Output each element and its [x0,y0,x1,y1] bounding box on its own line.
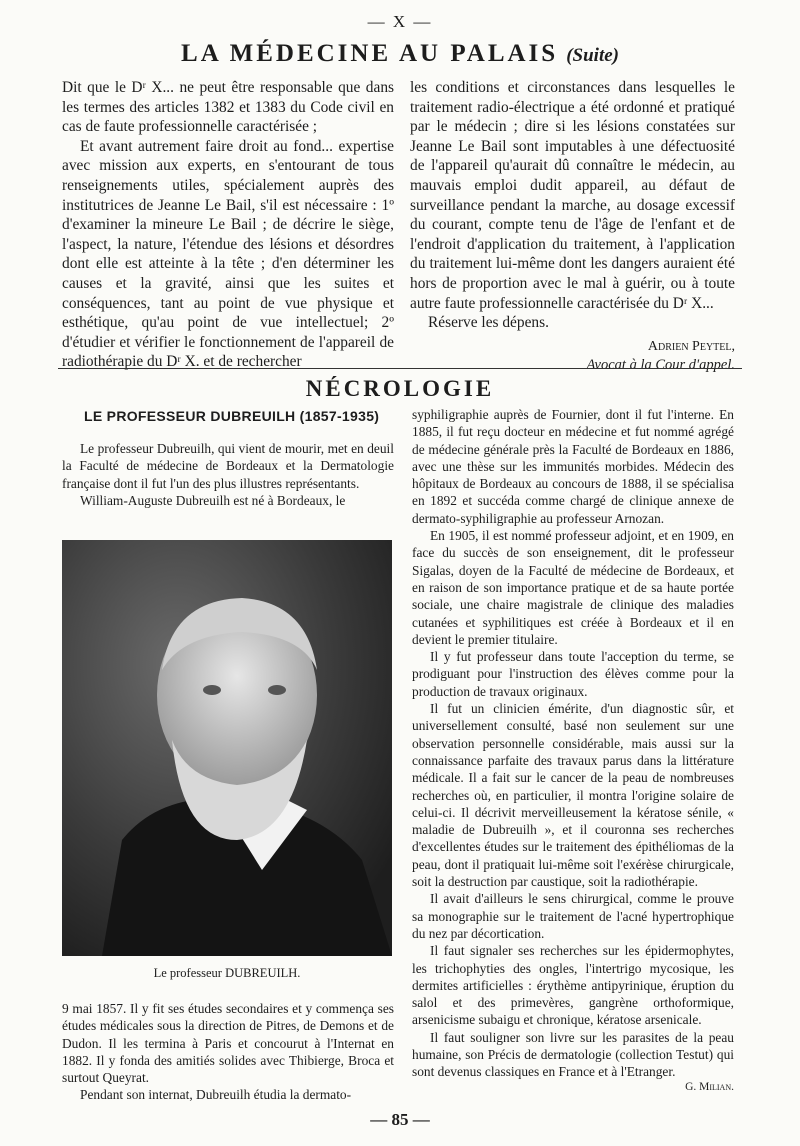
paragraph: Et avant autrement faire droit au fond... expertise avec mission aux experts, en s'entourant de tous renseignements utiles, spécialement auprès des institutrices de Jeanne Le Bail, s'il est nécessaire : 1º d'examiner la mineure Le Bail ; de décrire le siège, l'aspect, la nature, l'étendue des lésions et désordres dont elle est atteinte à la tête ; d'en déterminer les causes et la gravité, ainsi que les suites et conséquences, tant au point de vue physique et esthétique, qu'au point de vue intellectuel; 2º d'étudier et vérifier le fonctionnement de l'appareil de radiothérapie du Dʳ X. et de rechercher [62,137,394,371]
palais-right-column [410,78,735,376]
paragraph: Il y fut professeur dans toute l'acception du terme, se prodiguant pour l'instruction des élèves comme pour la production de travaux originaux. [412,649,734,699]
section-divider [58,368,742,369]
paragraph: Le professeur Dubreuilh, qui vient de mourir, met en deuil la Faculté de médecine de Bordeaux et la Dermatologie française dont il fut l'un des plus illustres représentants. [62,441,394,491]
page-marker: — X — [367,12,433,31]
signature-name: Adrien Peytel, [647,338,735,354]
palais-left-column [62,78,394,372]
page-number: — 85 — [370,1110,430,1129]
paragraph: Réserve les dépens. [428,314,549,332]
paragraph: Dit que le Dʳ X... ne peut être responsable que dans les termes des articles 1382 et 1383 du Code civil en cas de faute professionnelle caractérisée ; [62,79,394,136]
paragraph: Il faut souligner son livre sur les parasites de la peau humaine, son Précis de dermatologie (collection Testut) qui sont devenus classiques en France et à l'Etranger. [412,1029,734,1080]
photo-caption: Le professeur DUBREUILH. [153,966,301,980]
paragraph: En 1905, il est nommé professeur adjoint, et en 1909, en face du succès de son enseignement, dit le professeur Sigalas, doyen de la Faculté de médecine de Bordeaux, et en raison de son importance pratique et de sa haute portée sociale, une chaire magistrale de clinique des maladies cutanées et syphilitiques est créée à Bordeaux et il en devient le premier titulaire. [412,528,734,647]
paragraph: William-Auguste Dubreuilh est né à Bordeaux, le [80,492,346,508]
signature-title: Avocat à la Cour d'appel. [586,357,735,374]
section-suite: (Suite) [566,45,619,66]
paragraph: syphiligraphie auprès de Fournier, dont il fut l'interne. En 1885, il fut reçu docteur en médecine et fut nommé agrégé de médecine générale près la Faculté de Bordeaux en 1886, avec une thèse sur les immunités morbides. Médecin des hôpitaux de Bordeaux au concours de 1888, il se spécialisa en 1892 et succéda comme chargé de clinique annexe de dermato-syphiligraphie au professeur Arnozan. [412,407,734,526]
obituary-intro [62,440,394,509]
obituary-heading: LE PROFESSEUR DUBREUILH (1857-1935) [84,408,380,424]
obituary-right-column [412,406,734,1096]
paragraph: Il fut un clinicien émérite, d'un diagnostic sûr, et universellement consulté, basé non seulement sur une observation personnelle considérable, mais aussi sur la connaissance parfaite des travaux parus dans la littérature médicale. Il a fait sur le cancer de la peau de nombreuses recherches où, en particulier, il montra l'origine solaire de celui-ci. Il décrivit merveilleusement la kératose sénile, « maladie de Dubreuilh », et il couronna ses recherches d'excellentes études sur le traitement des épithéliomas de la peau, dont il pratiquait lui-même soit l'exérèse chirurgicale, soit la destruction par caustique, soit la radiothérapie. [412,701,734,890]
paragraph: Il avait d'ailleurs le sens chirurgical, comme le prouve sa monographie sur le traitement de l'acné hypertrophique du nez par décortication. [412,891,734,941]
paragraph: les conditions et circonstances dans lesquelles le traitement radio-électrique a été ordonné et pratiqué par le médecin ; dire si les lésions constatées sur Jeanne Le Bail sont imputables à une défectuosité de l'appareil qu'aurait dû connaître le médecin, au mauvais emploi dudit appareil, au défaut de surveillance pendant la marche, au dosage excessif du courant, compte tenu de l'âge de l'enfant et de l'endroit d'application du traitement, à l'application du traitement lui-même dont les dangers auraient été hors de proportion avec le mal à guérir, ou à toute autre faute professionnelle caractérisée du Dʳ X... [410,79,735,312]
portrait-photo [62,540,392,956]
obituary-signature: G. Milian. [685,1080,734,1093]
section-title-text: LA MÉDECINE AU PALAIS [181,40,559,67]
section-title [0,40,800,68]
necrologie-title: NÉCROLOGIE [305,376,495,401]
paragraph: 9 mai 1857. Il y fit ses études secondaires et y commença ses études médicales sous la direction de Pitres, de Demons et de Dudon. Il les termina à Paris et concourut à l'Internat en 1882. Il y fonda des amitiés solides avec Thibierge, Broca et surtout Queyrat. [62,1001,394,1086]
paragraph: Il faut signaler ses recherches sur les épidermophytes, les trichophyties des ongles, l'intertrigo mycosique, les dermites artificielles : érythème antipyrinique, éruption du salol et des primevères, gangrène orthoformique, arsenicisme subaigu et chronique, kératose arsenicale. [412,943,734,1028]
paragraph: Pendant son internat, Dubreuilh étudia la dermato- [80,1087,352,1103]
portrait-illustration [62,540,392,956]
obituary-left-continuation [62,1000,394,1104]
